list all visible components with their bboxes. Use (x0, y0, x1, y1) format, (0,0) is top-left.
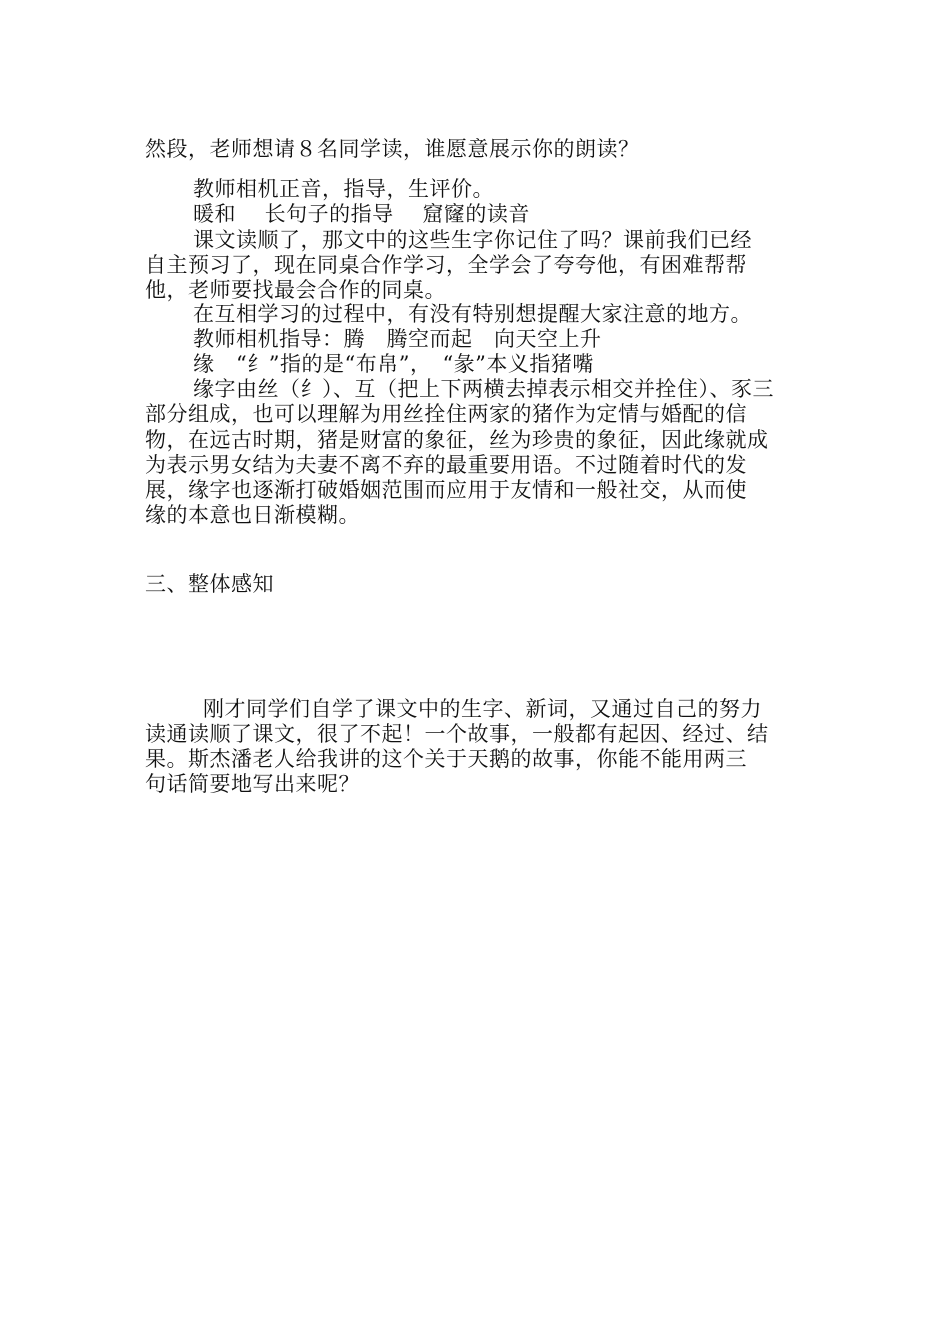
paragraph-line: 自主预习了，现在同桌合作学习，全学会了夸夸他，有困难帮帮 (145, 253, 747, 277)
paragraph-line: 教师相机指导：腾 腾空而起 向天空上升 (193, 327, 602, 351)
paragraph-line: 他，老师要找最会合作的同桌。 (145, 278, 446, 302)
paragraph-line: 在互相学习的过程中，有没有特别想提醒大家注意的地方。 (193, 302, 752, 326)
paragraph-line: 为表示男女结为夫妻不离不弃的最重要用语。不过随着时代的发 (145, 453, 747, 477)
paragraph-line: 物，在远古时期，猪是财富的象征，丝为珍贵的象征，因此缘就成 (145, 428, 769, 452)
paragraph-line: 缘字由丝（纟）、互（把上下两横去掉表示相交并拴住）、豕三 (193, 377, 774, 401)
paragraph-line: 读通读顺了课文，很了不起！一个故事，一般都有起因、经过、结 (145, 722, 769, 746)
paragraph-line: 缘的本意也日渐模糊。 (145, 503, 360, 527)
paragraph-line: 部分组成，也可以理解为用丝拴住两家的猪作为定情与婚配的信 (145, 402, 747, 426)
paragraph-line: 然段，老师想请８名同学读，谁愿意展示你的朗读？ (145, 137, 640, 161)
paragraph-line: 展，缘字也逐渐打破婚姻范围而应用于友情和一般社交，从而使 (145, 478, 747, 502)
paragraph-line: 果。斯杰潘老人给我讲的这个关于天鹅的故事，你能不能用两三 (145, 747, 747, 771)
paragraph-line: 暖和 长句子的指导 窟窿的读音 (193, 202, 530, 226)
section-heading: 三、整体感知 (145, 572, 274, 596)
paragraph-line: 缘 “纟”指的是“布帛”， “彖”本义指猪嘴 (193, 352, 594, 376)
paragraph-line: 教师相机正音，指导，生评价。 (193, 177, 494, 201)
paragraph-line: 刚才同学们自学了课文中的生字、新词，又通过自己的努力 (203, 697, 762, 721)
paragraph-line: 句话简要地写出来呢？ (145, 772, 360, 796)
paragraph-line: 课文读顺了，那文中的这些生字你记住了吗？课前我们已经 (193, 228, 752, 252)
